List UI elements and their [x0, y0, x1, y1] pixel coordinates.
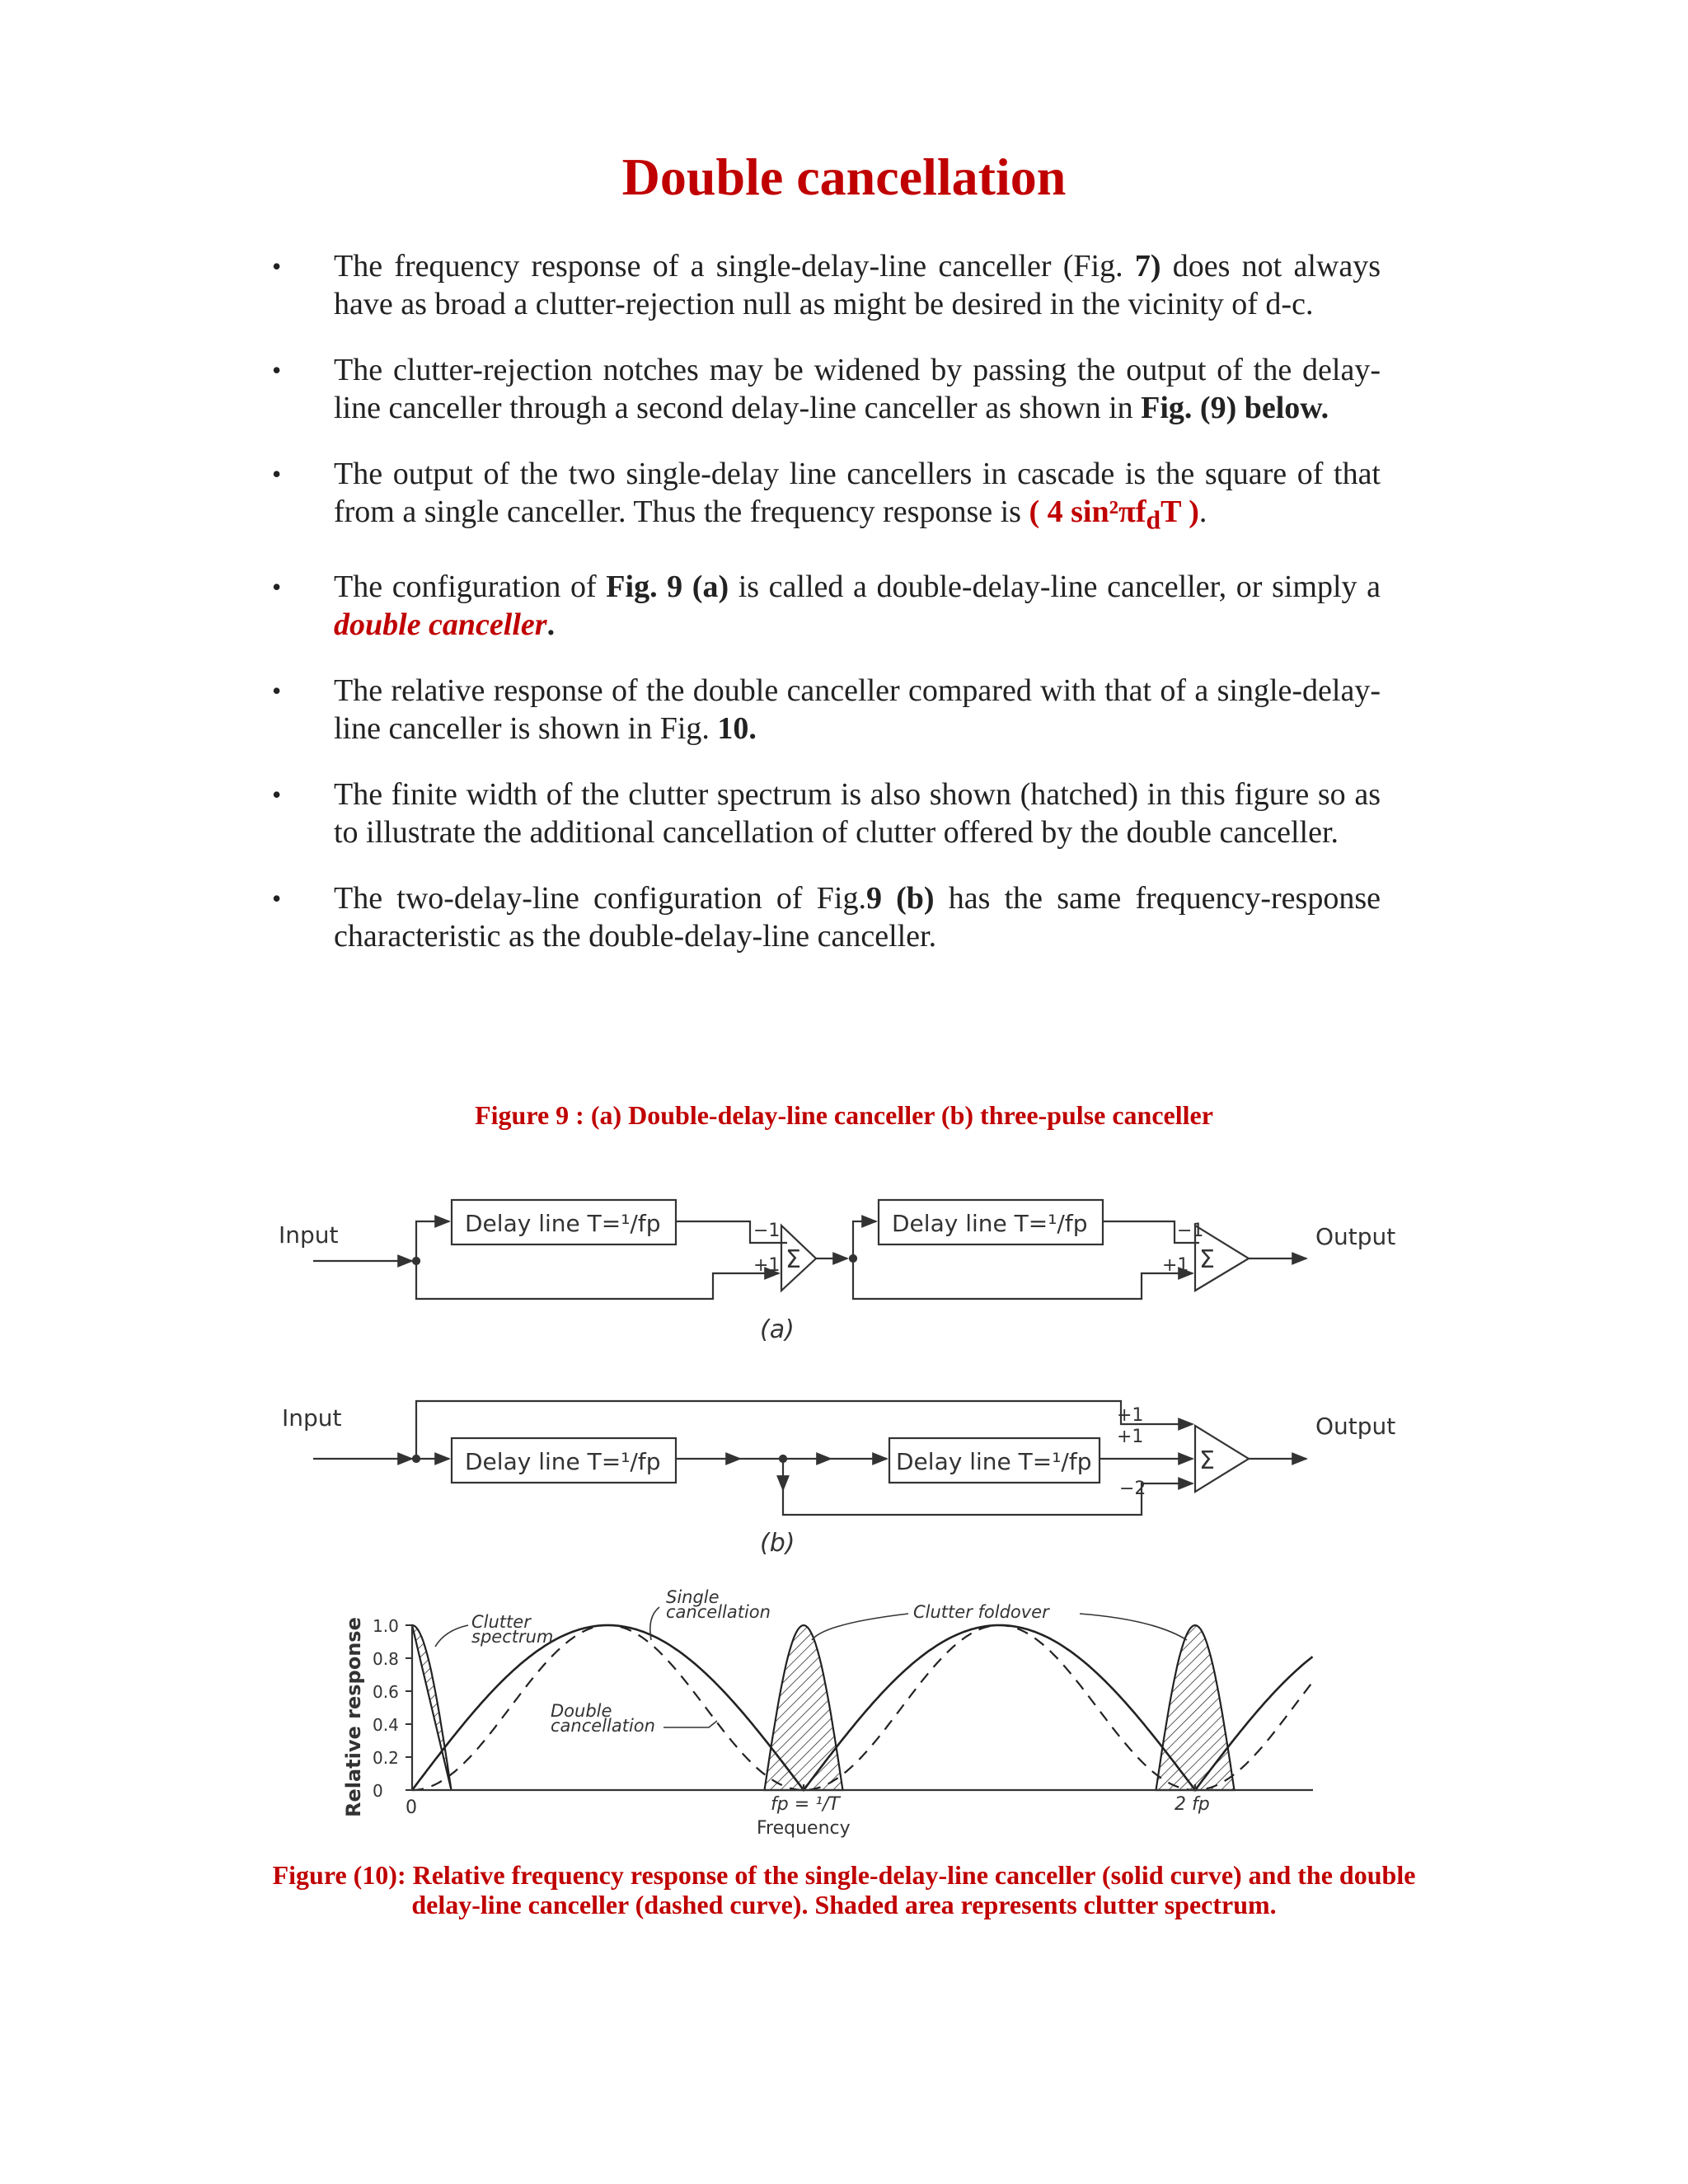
bullet-text: Fig. 9 (a)	[606, 569, 729, 604]
clutter-spectrum-2	[1156, 1625, 1235, 1790]
x-tick-0: 0	[406, 1797, 417, 1818]
bullet-text: double canceller	[334, 607, 547, 642]
fig9a-minus-1: −1	[753, 1221, 781, 1241]
bullet-text: has the same frequency-response characteristic as the double-delay-line canceller.	[334, 880, 1381, 954]
fig9b-plus-1a: +1	[1117, 1405, 1144, 1426]
y-tick-label: 1.0	[373, 1616, 399, 1636]
bullet-dot: •	[272, 571, 282, 602]
bullet-dot: •	[272, 251, 282, 281]
fig9a-delay-1-label: Delay line T=¹/fp	[465, 1210, 661, 1237]
annotation-single-cancellation: cancellation	[666, 1602, 771, 1622]
fig9b-minus-2: −2	[1119, 1479, 1146, 1499]
y-tick-label: 0.2	[373, 1748, 399, 1768]
bullet-text: T )	[1160, 494, 1199, 529]
figure-10-caption-line-2: delay-line canceller (dashed curve). Shaded area represents clutter spectrum.	[411, 1890, 1277, 1919]
fig9a-input-label: Input	[279, 1221, 339, 1249]
bullet-text: ( 4 sin²πf	[1029, 494, 1146, 529]
fig9a-sigma-2: Σ	[1199, 1245, 1215, 1274]
annotation-double-cancellation: cancellation	[551, 1716, 655, 1736]
fig9a-plus-1: +1	[753, 1255, 781, 1276]
clutter-spectrum-1	[765, 1625, 843, 1790]
fig9b-sigma: Σ	[1199, 1446, 1215, 1475]
bullet-dot: •	[272, 675, 282, 705]
bullet-text: The finite width of the clutter spectrum is also shown (hatched) in this figure so as to illustrate the additional cancellation of clutter offered by the double canceller.	[334, 776, 1381, 850]
fig9a-sigma-1: Σ	[785, 1245, 801, 1274]
bullet-dot: •	[272, 459, 282, 489]
fig9a-delay-2-label: Delay line T=¹/fp	[892, 1210, 1088, 1237]
figure-9-caption: Figure 9 : (a) Double-delay-line canceller (b) three-pulse canceller	[475, 1100, 1213, 1130]
annotation-single: Single	[666, 1587, 720, 1607]
annotation-double: Double	[551, 1701, 612, 1721]
fig9a-minus-2: −1	[1177, 1221, 1204, 1241]
bullet-text: The clutter-rejection notches may be widened by passing the output of the delay-line canceller through a second delay-line canceller as shown in	[334, 353, 1381, 425]
annotation-clutter-foldover: Clutter foldover	[913, 1602, 1049, 1622]
x-axis-label: Frequency	[757, 1818, 851, 1839]
bullet-text: The two-delay-line configuration of Fig.	[334, 880, 866, 916]
fig9b-delay-2-label: Delay line T=¹/fp	[896, 1448, 1092, 1475]
figure-10-caption-line-1: Figure (10): Relative frequency response of the single-delay-line canceller (solid curve) and the double	[272, 1860, 1416, 1890]
fig9b-input-label: Input	[282, 1404, 342, 1432]
annotation-clutter: Clutter	[471, 1612, 531, 1632]
y-axis-label: Relative response	[342, 1617, 365, 1817]
bullet-text: The frequency response of a single-delay-line canceller (Fig.	[334, 249, 1135, 284]
fig9b-label: (b)	[760, 1529, 795, 1558]
fig9b-output-label: Output	[1315, 1413, 1396, 1440]
bullet-text: The configuration of	[334, 569, 607, 604]
fig9a-plus-2: +1	[1162, 1255, 1189, 1276]
y-tick-label: 0.8	[373, 1649, 399, 1669]
page-title: Double cancellation	[621, 148, 1067, 206]
bullet-dot: •	[272, 355, 282, 385]
bullet-dot: •	[272, 779, 282, 809]
bullet-text: The output of the two single-delay line cancellers in cascade is the square of that from a single canceller. Thus the frequency response is	[334, 457, 1381, 529]
bullet-text: does not always have as broad a clutter-rejection null as might be desired in the vicinity of d-c.	[334, 249, 1381, 321]
bullet-text: d	[1146, 505, 1161, 535]
fig9b-delay-1-label: Delay line T=¹/fp	[465, 1448, 661, 1475]
bullet-text: is called a double-delay-line canceller, or simply a	[729, 569, 1381, 604]
y-tick-label: 0.6	[373, 1682, 399, 1702]
x-tick-fp: fp = ¹/T	[771, 1794, 840, 1815]
bullet-text: Fig. (9) below.	[1141, 391, 1329, 425]
bullet-text: .	[546, 607, 556, 642]
x-tick-2fp: 2 fp	[1175, 1794, 1210, 1815]
annotation-spectrum: spectrum	[471, 1627, 554, 1647]
fig9a-output-label: Output	[1315, 1223, 1396, 1250]
bullet-dot: •	[272, 883, 282, 913]
bullet-text: 10.	[717, 710, 757, 746]
fig9b-plus-1b: +1	[1117, 1427, 1144, 1447]
bullet-text: 9 (b)	[865, 880, 935, 916]
y-tick-label: 0.4	[373, 1715, 399, 1735]
bullet-text: .	[1198, 494, 1207, 529]
bullet-text: The relative response of the double canceller compared with that of a single-delay-line canceller is shown in Fig.	[334, 673, 1381, 746]
bullet-text: 7)	[1134, 249, 1161, 284]
fig9a-label: (a)	[760, 1315, 795, 1344]
y-tick-label: 0	[373, 1781, 383, 1801]
